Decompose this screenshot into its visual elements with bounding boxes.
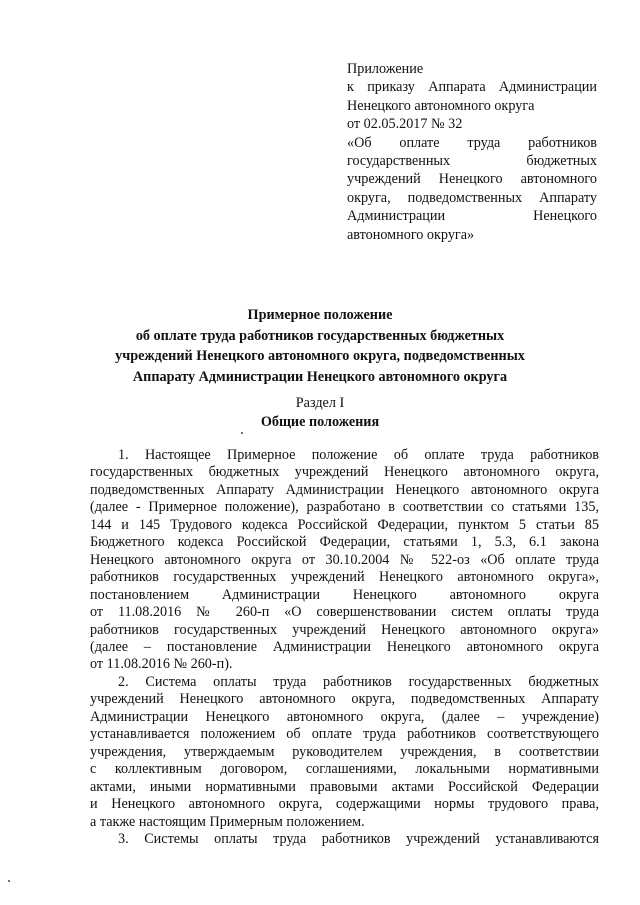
body-line: 1. Настоящее Примерное положение об оплате труда работников [118, 447, 599, 463]
appendix-block [347, 60, 597, 244]
body-line: устанавливается положением об оплате труда работников соответствующего [90, 726, 599, 743]
appendix-line: округа, подведомственных Аппарату [347, 189, 597, 206]
appendix-line: Приложение [347, 61, 424, 77]
appendix-line: автономного округа» [347, 226, 475, 243]
body-line: с коллективным договором, соглашениями, локальными нормативными [90, 761, 599, 778]
appendix-line: от 02.05.2017 № 32 [347, 116, 463, 133]
body-line: работников государственных учреждений Ненецкого автономного округа», [90, 569, 599, 586]
body-line: и Ненецкого автономного округа, содержащими нормы трудового права, [90, 796, 599, 813]
body-line: 144 и 145 Трудового кодекса Российской Федерации, пунктом 5 статьи 85 [90, 516, 599, 533]
scan-speck [8, 880, 10, 882]
document-body [90, 447, 599, 848]
scan-speck [241, 432, 243, 434]
body-line: 3. Системы оплаты труда работников учреждений устанавливаются [118, 830, 599, 847]
title-line: об оплате труда работников государственных бюджетных [135, 327, 505, 344]
appendix-line: государственных бюджетных [347, 153, 597, 170]
document-title [60, 305, 580, 387]
title-line: Примерное положение [247, 307, 393, 323]
title-line: Аппарату Администрации Ненецкого автономного округа [132, 368, 508, 385]
body-line: (далее – постановление Администрации Ненецкого автономного округа [90, 638, 599, 655]
body-line: а также настоящим Примерным положением. [90, 813, 365, 830]
section-heading [60, 394, 580, 432]
body-line: подведомственных Аппарату Администрации Ненецкого автономного округа [90, 481, 599, 498]
body-line: Бюджетного кодекса Российской Федерации, статьями 1, 5.3, 6.1 закона [90, 534, 599, 551]
body-line: (далее - Примерное положение), разработано в соответствии со статьями 135, [90, 499, 599, 516]
body-line: учреждения, утверждаемым руководителем учреждения, в соответствии [90, 743, 599, 760]
appendix-line: Администрации Ненецкого [347, 208, 597, 225]
body-line: работников государственных учреждений Ненецкого автономного округа» [90, 621, 599, 638]
body-line: от 11.08.2016 № 260-п). [90, 656, 233, 673]
body-line: актами, иными нормативными правовыми актами Российской Федерации [90, 778, 599, 795]
body-line: 2. Система оплаты труда работников государственных бюджетных [118, 673, 599, 690]
title-line: учреждений Ненецкого автономного округа, подведомственных [115, 348, 525, 364]
appendix-line: «Об оплате труда работников [347, 134, 597, 151]
body-line: учреждений Ненецкого автономного округа, подведомственных Аппарату [90, 691, 599, 708]
body-line: Ненецкого автономного округа от 30.10.2004 № 522-оз «Об оплате труда [90, 551, 599, 568]
body-line: Администрации Ненецкого автономного округа, (далее – учреждение) [90, 708, 599, 725]
body-line: от 11.08.2016 № 260-п «О совершенствовании систем оплаты труда [90, 604, 599, 621]
body-line: постановлением Администрации Ненецкого автономного округа [90, 586, 599, 603]
section-number: Раздел I [295, 395, 345, 411]
section-name: Общие положения [260, 414, 380, 430]
body-line: государственных бюджетных учреждений Ненецкого автономного округа, [90, 464, 599, 481]
appendix-line: учреждений Ненецкого автономного [347, 171, 597, 188]
appendix-line: Ненецкого автономного округа [347, 97, 535, 114]
appendix-line: к приказу Аппарата Администрации [347, 79, 597, 96]
